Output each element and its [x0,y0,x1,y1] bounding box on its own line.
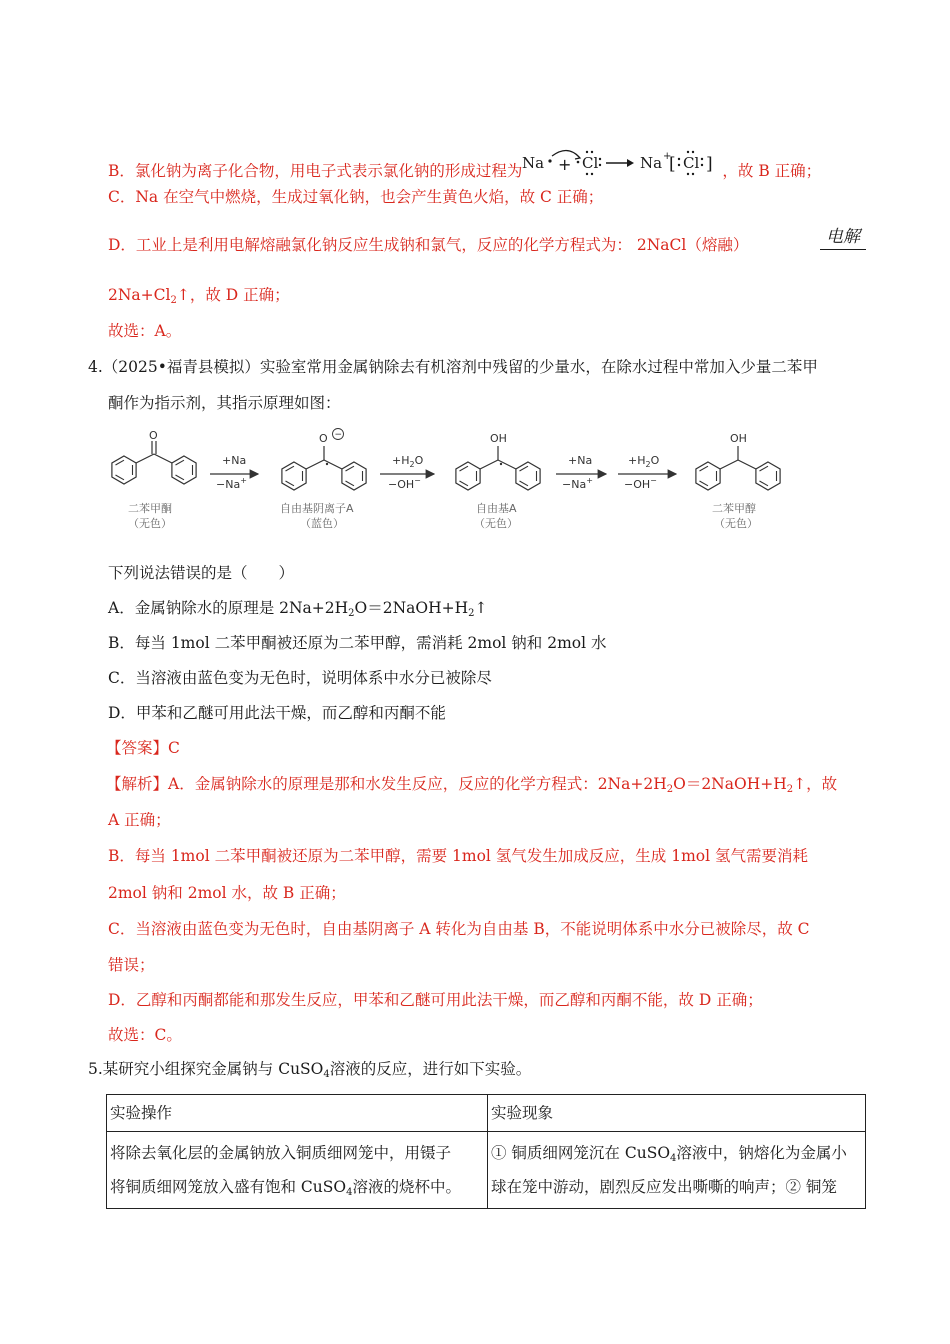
q3-option-d-products: $2Na+Cl_2↑$，故 D 正确； [108,286,290,306]
benzophenone-structure [112,429,196,484]
table-row [107,1132,866,1209]
q4-stem-line1: 4.（2025•福青县模拟）实验室常用金属钠除去有机溶剂中残留的少量水，在除水过程中常加入少量二苯甲 [88,358,818,376]
benzhydrol-structure [696,432,780,490]
q4-analysis-c-line2: 错误； [108,956,155,974]
svg-text:+Na: +Na [568,454,593,467]
label-radical-a: 自由基A [476,502,517,515]
svg-text:−: − [334,430,343,440]
label-benzophenone: 二苯甲酮 [128,502,172,515]
svg-text:−Na+: −Na+ [562,476,593,491]
header-operation: 实验操作 [107,1095,488,1132]
q4-analysis-d: D．乙醇和丙酮都能和那发生反应，甲苯和乙醚可用此法干燥，而乙醇和丙酮不能，故 D 正确； [108,991,763,1009]
label-benzhydrol-color: （无色） [714,517,758,530]
q4-analysis-a-line1: 【解析】A．金属钠除水的原理是那和水发生反应，反应的化学方程式：$2Na+2H_2O=2NaOH+H_2↑$，故 [106,775,838,795]
cell-operation: 将除去氧化层的金属钠放入铜质细网笼中，用镊子 将铜质细网笼放入盛有饱和 CuSO$_4$溶液的烧杯中。 [107,1132,488,1209]
label-benzophenone-color: （无色） [128,517,172,530]
q4-option-c: C．当溶液由蓝色变为无色时，说明体系中水分已被除尽 [108,669,492,687]
q4-analysis-c-line1: C．当溶液由蓝色变为无色时，自由基阴离子 A 转化为自由基 B，不能说明体系中水分已被除尽，故 C [108,920,810,938]
q3-option-c: C．Na 在空气中燃烧，生成过氧化钠，也会产生黄色火焰，故 C 正确； [108,188,604,206]
svg-text:−OH−: −OH− [624,476,657,491]
experiment-table [106,1094,866,1209]
carbonyl-o: O [149,429,158,442]
nacl-lewis-formation-diagram [522,146,722,180]
lewis-cl-ion: Cl [683,154,700,172]
benzhydrol-oh: OH [730,432,747,445]
label-radical-a-color: （无色） [474,517,518,530]
q3-option-b: B．氯化钠为离子化合物，用电子式表示氯化钠的形成过程为 Na + Cl Na + [ Cl ] ，故 B 正确； [108,146,821,182]
q4-conclusion: 故选：C。 [108,1026,182,1044]
na-electron-dot [549,159,552,162]
svg-text:+: + [663,151,672,162]
radical-a-structure [456,432,540,490]
lewis-na: Na [522,154,545,172]
anion-o: O [319,432,328,445]
q4-stem-line2: 酮作为指示剂，其指示原理如图： [108,394,341,412]
benzophenone-indicator-scheme [104,428,804,538]
q4-answer: 【答案】C [106,739,180,757]
label-radical-anion: 自由基阴离子A [280,502,354,515]
svg-text:−Na+: −Na+ [216,476,247,491]
equation-equals-bar [820,249,866,250]
q4-analysis-b-line2: 2mol 钠和 2mol 水，故 B 正确； [108,884,346,902]
q5-stem: 5.某研究小组探究金属钠与 CuSO$_4$溶液的反应，进行如下实验。 [88,1060,532,1080]
svg-text:[: [ [669,154,677,174]
cell-phenomenon: ① 铜质细网笼沉在 CuSO$_4$溶液中，钠熔化为金属小 球在笼中游动，剧烈反应发出嘶嘶的响声；② 铜笼 [488,1132,866,1209]
q4-option-d: D．甲苯和乙醚可用此法干燥，而乙醇和丙酮不能 [108,704,446,722]
electrolysis-label: 电解 [826,227,860,247]
svg-text:+H2O: $+H_2O$ [628,454,660,469]
svg-text:]: ] [706,154,714,174]
q4-analysis-b-line1: B．每当 1mol 二苯甲酮被还原为二苯甲醇，需要 1mol 氢气发生加成反应，生成 1mol 氢气需要消耗 [108,847,809,865]
q3-option-d: D．工业上是利用电解熔融氯化钠反应生成钠和氯气，反应的化学方程式为： 2NaCl（熔融） [108,236,749,254]
electrolysis-condition [820,222,866,250]
label-radical-anion-color: （蓝色） [300,517,344,530]
svg-text:+H2O: $+H_2O$ [392,454,424,469]
lewis-na-ion: Na [640,154,663,172]
lewis-plus: + [558,155,572,174]
svg-text:+Na: +Na [222,454,247,467]
svg-text:−OH−: −OH− [388,476,421,491]
radical-anion-a-structure [282,429,366,491]
lewis-cl: Cl [582,154,599,172]
header-phenomenon: 实验现象 [488,1095,866,1132]
label-benzhydrol: 二苯甲醇 [712,502,756,515]
radical-oh: OH [490,432,507,445]
q4-option-a: A．金属钠除水的原理是 $2Na+2H_2O=2NaOH+H_2↑$ [108,599,488,619]
table-header-row [107,1095,866,1132]
q4-option-b: B．每当 1mol 二苯甲酮被还原为二苯甲醇，需消耗 2mol 钠和 2mol 水 [108,634,607,652]
q4-analysis-a-line2: A 正确； [108,811,171,829]
q4-question: 下列说法错误的是（ ） [108,564,295,582]
q3-conclusion: 故选：A。 [108,322,182,340]
